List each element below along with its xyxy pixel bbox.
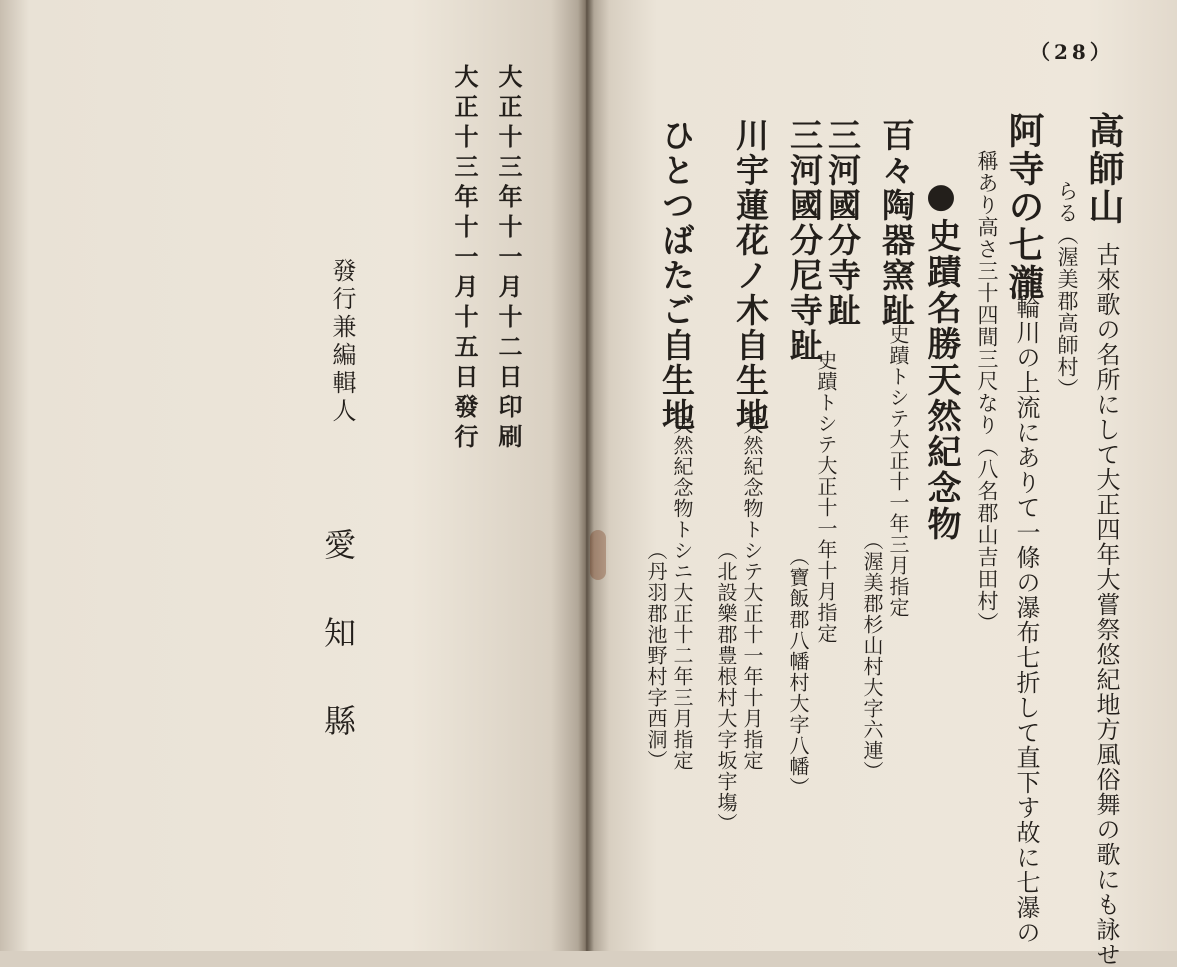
section-heading: ●史蹟名勝天然紀念物 [921,176,961,542]
designation-title-dodo: 百々陶器窯趾 [877,118,916,328]
entry-text-cont: らる [1055,180,1079,224]
page-stain [590,530,606,580]
designation-text-kawau: 天然紀念物トシテ大正十一年十月指定 [740,414,764,771]
colophon-publisher-label: 發行兼編輯人 [328,258,356,426]
entry-text-cont: 稱あり高さ三十四間三尺なり [975,150,999,436]
entry-location-adera: （八名郡山吉田村） [975,436,999,634]
entry-text-cont-takashiyama [1056,180,1077,400]
colophon-printed-date: 大正十三年十一月十二日印刷 [494,64,523,454]
designation-location-dodo: （渥美郡杉山村大字六連） [860,530,884,782]
designation-location-hitotsubatago: （丹羽郡池野村字西洞） [644,540,668,771]
designation-location-kawau: （北設樂郡豊根村大字坂宇塲） [714,540,738,834]
designation-location-kokubunniji: （寶飯郡八幡村大字八幡） [786,546,810,798]
entry-title-takashiyama: 高師山 [1083,112,1125,226]
colophon-publisher: 愛知縣 [319,528,357,792]
designation-text-kokubunniji: 史蹟トシテ大正十一年十月指定 [814,350,838,644]
entry-text-cont-adera [976,150,997,634]
book-gutter [578,0,594,951]
designation-title-kawau: 川宇蓮花ノ木自生地 [731,118,770,433]
designation-title-kokubunniji: 三河國分尼寺趾 [785,118,824,363]
entry-text-takashiyama: 古來歌の名所にして大正四年大嘗祭悠紀地方風俗舞の歌にも詠せ [1092,242,1120,967]
entry-location-takashiyama: （渥美郡高師村） [1055,224,1079,400]
designation-title-kokubunji: 三河國分寺趾 [823,118,862,328]
designation-title-hitotsubatago: ひとつばたご自生地 [657,118,696,433]
colophon-published-date: 大正十三年十一月十五日發行 [450,64,479,454]
entry-title-adera: 阿寺の七瀧 [1003,112,1045,302]
designation-text-dodo: 史蹟トシテ大正十一年三月指定 [886,324,910,618]
page-number: （28） [1030,40,1114,64]
designation-text-hitotsubatago: 天然紀念物トシニ大正十二年三月指定 [670,414,694,771]
entry-text-adera: 三輪川の上流にありて一條の瀑布七折して直下す故に七瀑の [1012,270,1040,945]
